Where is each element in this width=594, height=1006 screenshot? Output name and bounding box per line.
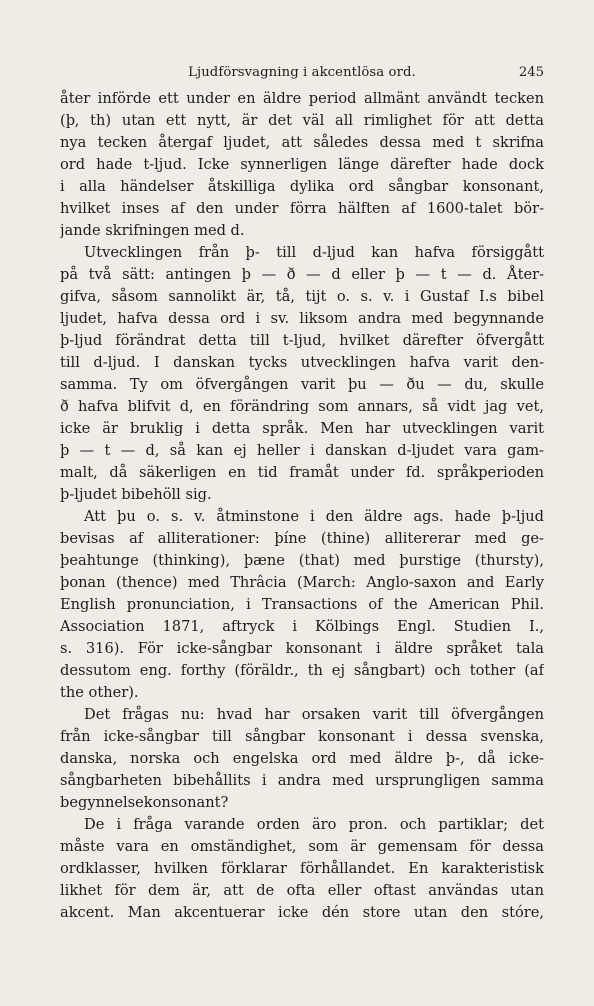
text-line: þeahtunge (thinking), þæne (that) med þurstige (thursty), (60, 552, 544, 569)
running-title: Ljudförsvagning i akcentlösa ord. (188, 65, 416, 80)
text-line: ljudet, hafva dessa ord i sv. liksom andra med begynnande (60, 310, 544, 327)
text-line: danska, norska och engelska ord med äldre þ-, då icke- (60, 750, 544, 767)
text-line: þ-ljud förändrat detta till t-ljud, hvilket därefter öfvergått (60, 332, 544, 349)
text-line: ord hade t-ljud. Icke synnerligen länge därefter hade dock (60, 156, 544, 173)
text-line: sångbarheten bibehållits i andra med ursprungligen samma (60, 772, 544, 789)
text-line: bevisas af alliterationer: þíne (thine) allitererar med ge- (60, 530, 544, 547)
page-number: 245 (518, 65, 544, 80)
text-line: Utvecklingen från þ- till d-ljud kan hafva försiggått (84, 244, 544, 261)
text-line: Association 1871, aftryck i Kölbings Engl. Studien I., (60, 618, 544, 635)
body-text (60, 88, 544, 924)
text-line: akcent. Man akcentuerar icke dén store utan den stóre, (60, 904, 544, 921)
text-line: åter införde ett under en äldre period allmänt användt tecken (60, 90, 544, 107)
text-line: på två sätt: antingen þ — ð — d eller þ — t — d. Åter- (60, 266, 544, 283)
text-line: till d-ljud. I danskan tycks utvecklingen hafva varit den- (60, 354, 544, 371)
text-line: samma. Ty om öfvergången varit þu — ðu — du, skulle (60, 376, 544, 393)
text-line: likhet för dem är, att de ofta eller oftast användas utan (60, 882, 544, 899)
text-line: þ — t — d, så kan ej heller i danskan d-ljudet vara gam- (60, 442, 544, 459)
text-line: þonan (thence) med Thrâcia (March: Anglo-saxon and Early (60, 574, 544, 591)
text-line: De i fråga varande orden äro pron. och partiklar; det (84, 816, 544, 833)
text-line: þ-ljudet bibehöll sig. (60, 486, 212, 503)
text-line: från icke-sångbar till sångbar konsonant i dessa svenska, (60, 728, 544, 745)
text-line: hvilket inses af den under förra hälften af 1600-talet bör- (60, 200, 544, 217)
text-line: gifva, såsom sannolikt är, tå, tijt o. s. v. i Gustaf I.s bibel (60, 288, 544, 305)
text-line: i alla händelser åtskilliga dylika ord sångbar konsonant, (60, 178, 544, 195)
text-line: ordklasser, hvilken förklarar förhållandet. En karakteristisk (60, 860, 544, 877)
text-line: måste vara en omständighet, som är gemensam för dessa (60, 838, 544, 855)
text-line: s. 316). För icke-sångbar konsonant i äldre språket tala (60, 640, 544, 657)
text-line: jande skrifningen med d. (60, 222, 245, 239)
text-line: ð hafva blifvit d, en förändring som annars, så vidt jag vet, (60, 398, 544, 415)
text-line: malt, då säkerligen en tid framåt under fd. språkperioden (60, 464, 544, 481)
text-line: nya tecken återgaf ljudet, att således dessa med t skrifna (60, 134, 544, 151)
text-line: dessutom eng. forthy (föräldr., th ej sångbart) och tother (af (60, 662, 544, 679)
text-line: English pronunciation, i Transactions of the American Phil. (60, 596, 544, 613)
text-line: Att þu o. s. v. åtminstone i den äldre ags. hade þ-ljud (84, 508, 544, 525)
text-line: the other). (60, 684, 139, 701)
page-header (60, 62, 544, 84)
text-line: (þ, th) utan ett nytt, är det väl all rimlighet för att detta (60, 112, 544, 129)
text-line: icke är bruklig i detta språk. Men har utvecklingen varit (60, 420, 544, 437)
text-line: begynnelsekonsonant? (60, 794, 229, 811)
text-line: Det frågas nu: hvad har orsaken varit till öfvergången (84, 706, 544, 723)
